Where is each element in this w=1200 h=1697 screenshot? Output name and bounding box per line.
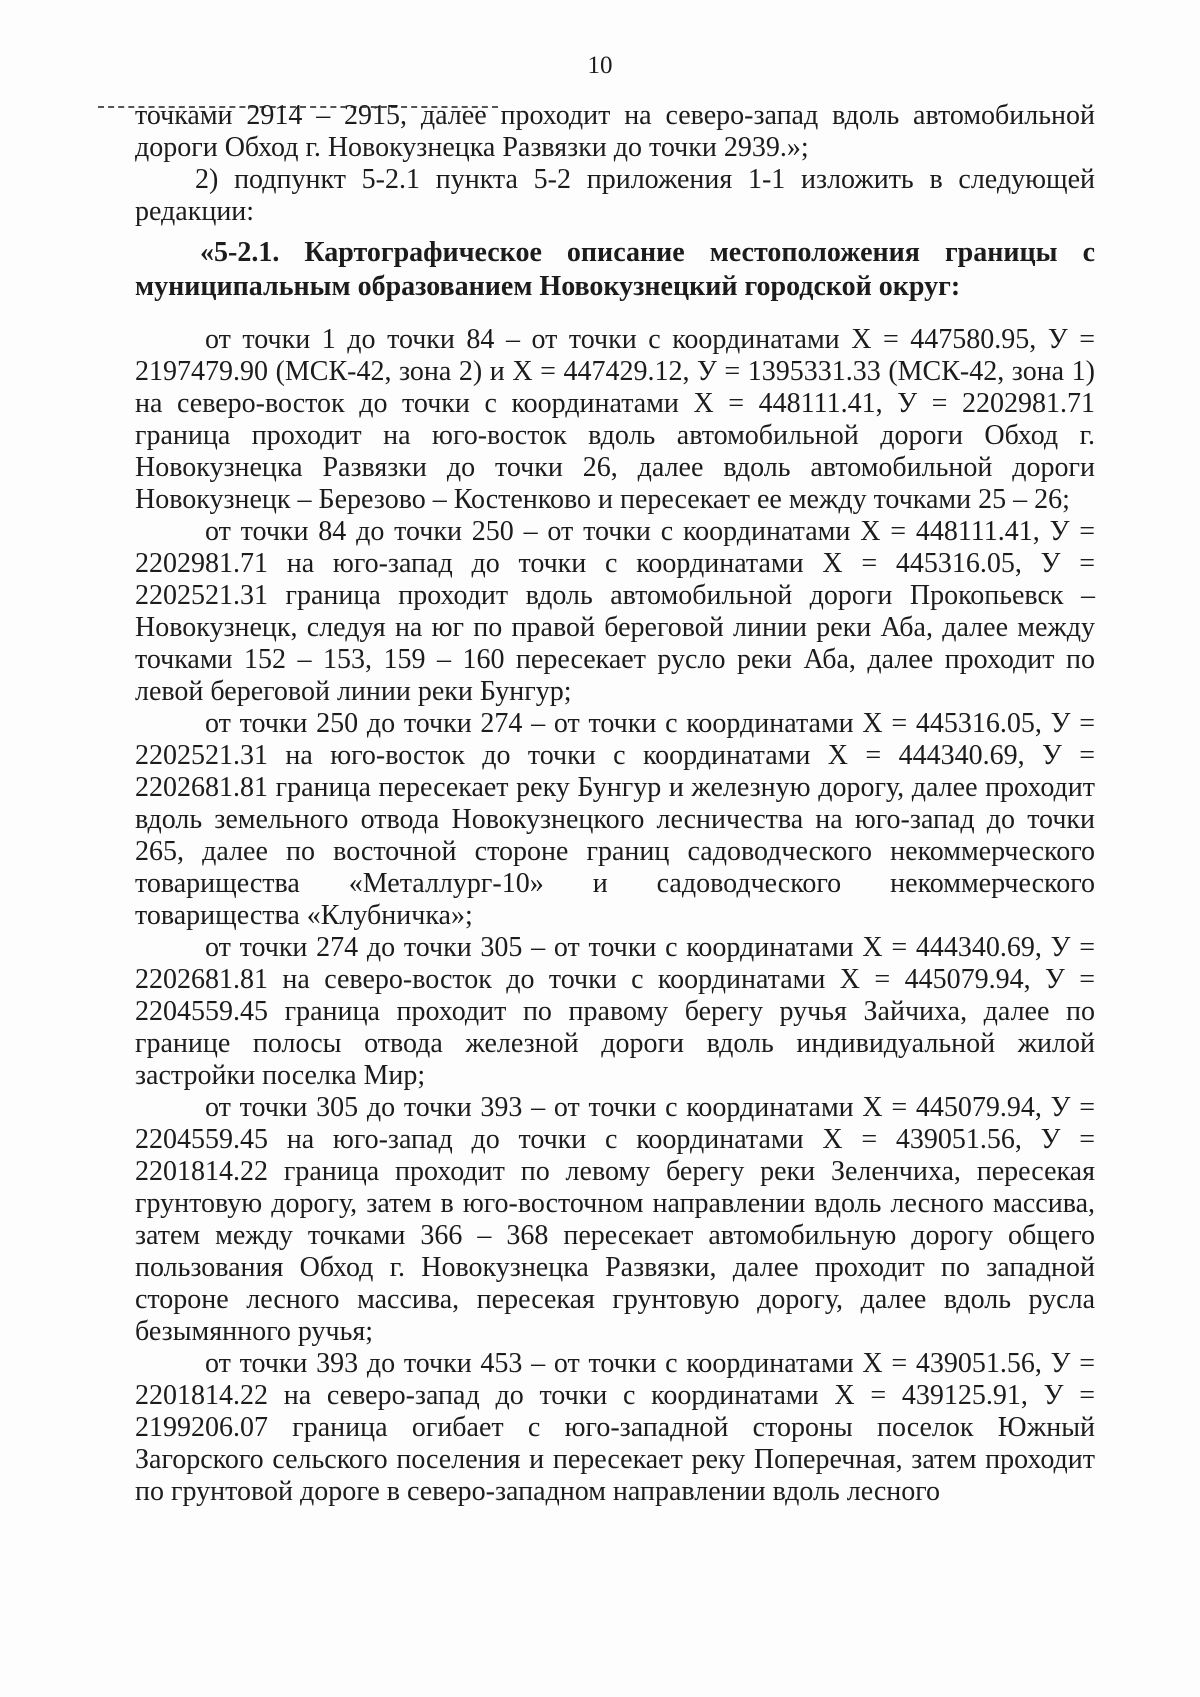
boundary-paragraph-3: от точки 250 до точки 274 – от точки с координатами Х = 445316.05, У = 2202521.31 на юго-восток до точки с координатами Х = 444340.69, У = 2202681.81 граница пересекает реку Бунгур и железную дорогу, далее проходит вдоль земельного отвода Новокузнецкого лесничества на юго-запад до точки 265, далее по восточной стороне границ садоводческого некоммерческого товарищества «Металлург-10» и садоводческого некоммерческого товарищества «Клубничка»;: [135, 708, 1095, 931]
paragraph-continuation: точками 2914 – 2915, далее проходит на северо-запад вдоль автомобильной дороги Обход г. Новокузнецка Развязки до точки 2939.»;: [135, 100, 1095, 163]
paragraph-amendment: 2) подпункт 5-2.1 пункта 5-2 приложения 1-1 изложить в следующей редакции:: [135, 164, 1095, 227]
boundary-paragraph-4: от точки 274 до точки 305 – от точки с координатами Х = 444340.69, У = 2202681.81 на северо-восток до точки с координатами Х = 445079.94, У = 2204559.45 граница проходит по правому берегу ручья Зайчиха, далее по границе полосы отвода железной дороги вдоль индивидуальной жилой застройки поселка Мир;: [135, 932, 1095, 1091]
page-number: 10: [587, 52, 613, 79]
section-heading: «5-2.1. Картографическое описание местоположения границы с муниципальным образованием Новокузнецкий городской округ:: [135, 237, 1095, 302]
boundary-paragraph-5: от точки 305 до точки 393 – от точки с координатами Х = 445079.94, У = 2204559.45 на юго-запад до точки с координатами Х = 439051.56, У = 2201814.22 граница проходит по левому берегу реки Зеленчиха, пересекая грунтовую дорогу, затем в юго-восточном направлении вдоль лесного массива, затем между точками 366 – 368 пересекает автомобильную дорогу общего пользования Обход г. Новокузнецка Развязки, далее проходит по западной стороне лесного массива, пересекая грунтовую дорогу, далее вдоль русла безымянного ручья;: [135, 1092, 1095, 1347]
boundary-paragraph-6: от точки 393 до точки 453 – от точки с координатами Х = 439051.56, У = 2201814.22 на северо-запад до точки с координатами Х = 439125.91, У = 2199206.07 граница огибает с юго-западной стороны поселок Южный Загорского сельского поселения и пересекает реку Поперечная, затем проходит по грунтовой дороге в северо-западном направлении вдоль лесного: [135, 1348, 1095, 1507]
document-body: [135, 100, 1095, 1508]
boundary-paragraph-1: от точки 1 до точки 84 – от точки с координатами Х = 447580.95, У = 2197479.90 (МСК-42, зона 2) и Х = 447429.12, У = 1395331.33 (МСК-42, зона 1) на северо-восток до точки с координатами Х = 448111.41, У = 2202981.71 граница проходит на юго-восток вдоль автомобильной дороги Обход г. Новокузнецка Развязки до точки 26, далее вдоль автомобильной дороги Новокузнецк – Березово – Костенково и пересекает ее между точками 25 – 26;: [135, 324, 1095, 515]
boundary-paragraph-2: от точки 84 до точки 250 – от точки с координатами Х = 448111.41, У = 2202981.71 на юго-запад до точки с координатами Х = 445316.05, У = 2202521.31 граница проходит вдоль автомобильной дороги Прокопьевск – Новокузнецк, следуя на юг по правой береговой линии реки Аба, далее между точками 152 – 153, 159 – 160 пересекает русло реки Аба, далее проходит по левой береговой линии реки Бунгур;: [135, 516, 1095, 707]
spacer: [135, 304, 1095, 324]
